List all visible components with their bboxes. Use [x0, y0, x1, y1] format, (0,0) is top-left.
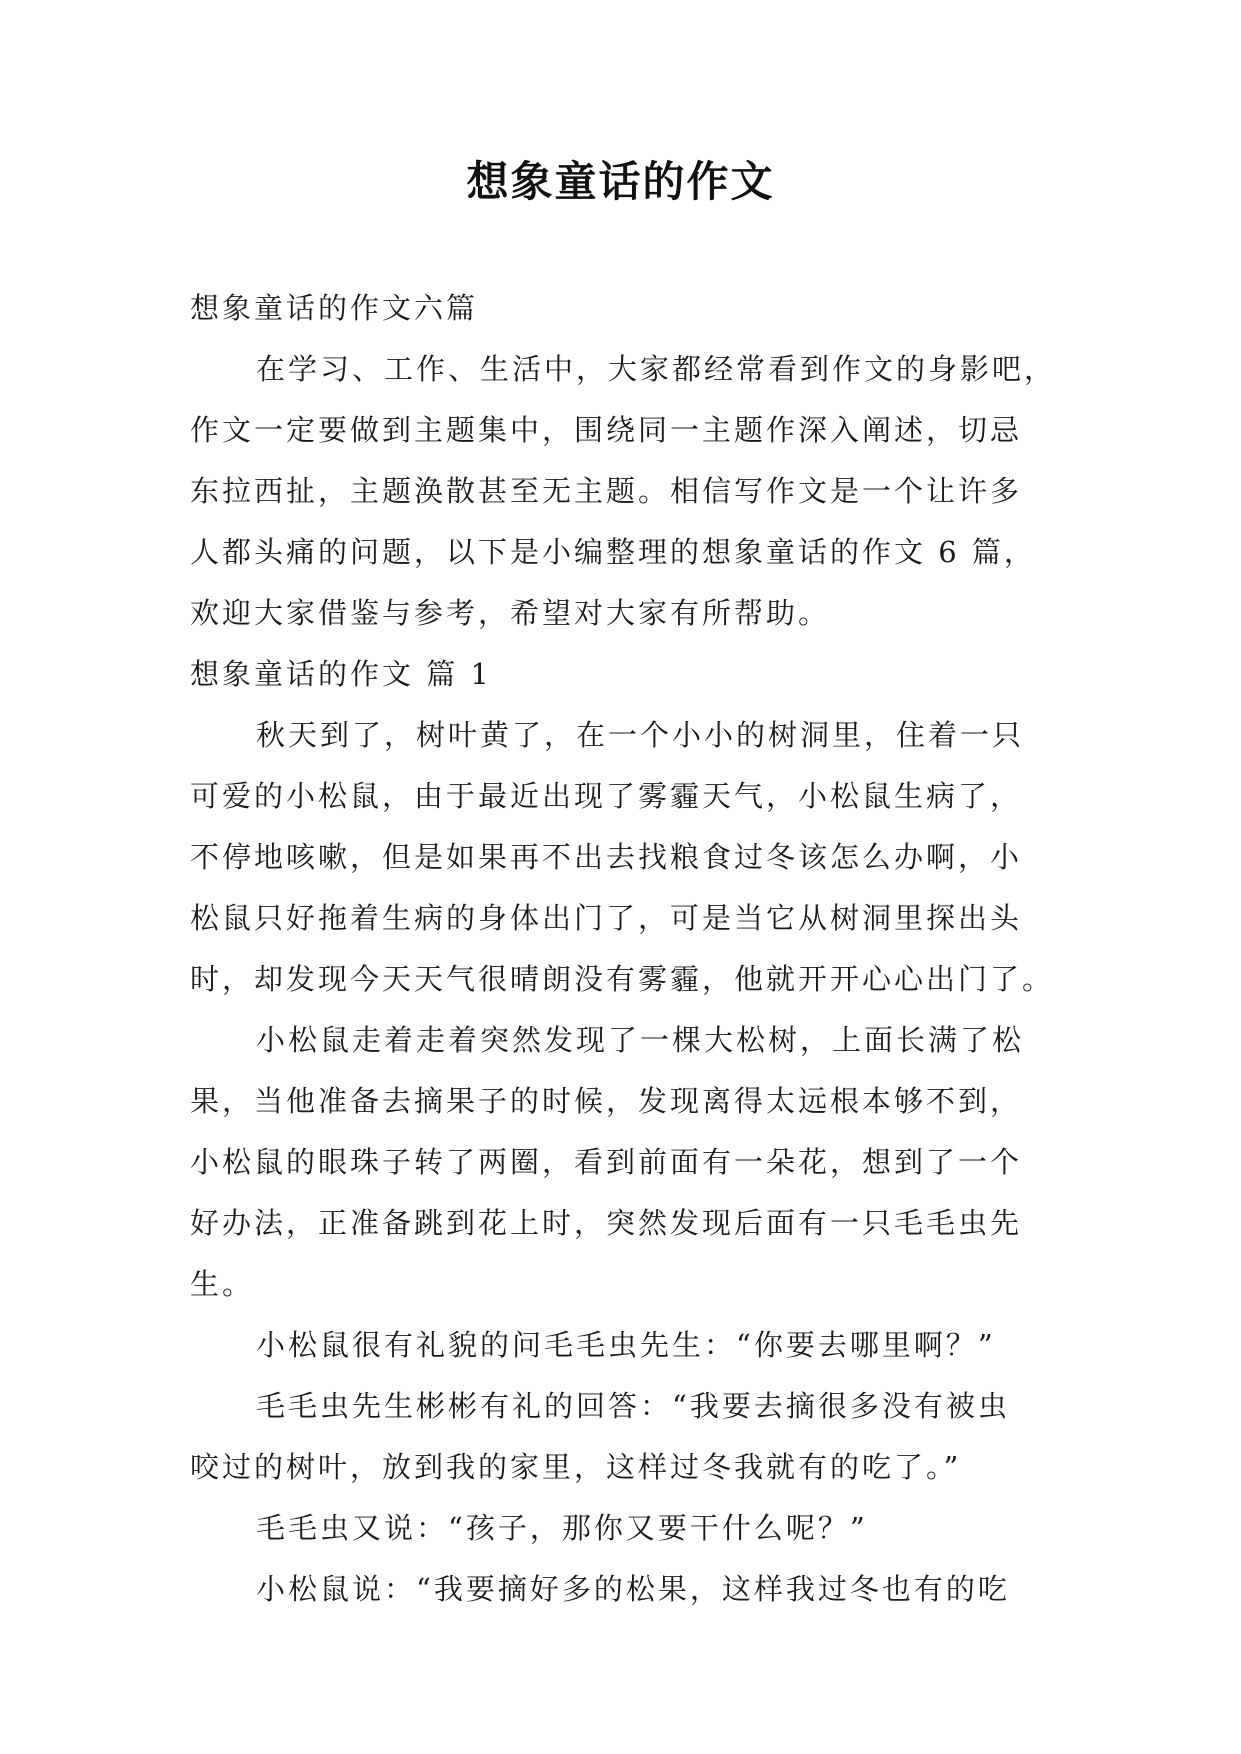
document-title: 想象童话的作文 — [466, 157, 775, 206]
dialogue-line: 小松鼠很有礼貌的问毛毛虫先生：“你要去哪里啊？” — [256, 1328, 996, 1362]
paragraph-line: 小松鼠的眼珠子转了两圈，看到前面有一朵花，想到了一个 — [190, 1145, 1023, 1179]
dialogue-line: 毛毛虫又说：“孩子，那你又要干什么呢？” — [256, 1511, 868, 1545]
paragraph-line: 东拉西扯，主题涣散甚至无主题。相信写作文是一个让许多 — [190, 474, 1023, 508]
dialogue-line: 咬过的树叶，放到我的家里，这样过冬我就有的吃了。” — [190, 1450, 962, 1484]
paragraph-line: 果，当他准备去摘果子的时候，发现离得太远根本够不到， — [190, 1084, 1023, 1118]
dialogue-line: 毛毛虫先生彬彬有礼的回答：“我要去摘很多没有被虫 — [256, 1389, 1010, 1423]
paragraph-line: 好办法，正准备跳到花上时，突然发现后面有一只毛毛虫先 — [190, 1206, 1023, 1240]
paragraph-line: 小松鼠走着走着突然发现了一棵大松树，上面长满了松 — [256, 1023, 1025, 1057]
paragraph-line: 秋天到了，树叶黄了，在一个小小的树洞里，住着一只 — [256, 718, 1025, 752]
paragraph-line: 可爱的小松鼠，由于最近出现了雾霾天气，小松鼠生病了， — [190, 779, 1023, 813]
paragraph-line: 生。 — [190, 1267, 255, 1301]
paragraph-line: 松鼠只好拖着生病的身体出门了，可是当它从树洞里探出头 — [190, 901, 1023, 935]
paragraph-line: 不停地咳嗽，但是如果再不出去找粮食过冬该怎么办啊，小 — [190, 840, 1023, 874]
paragraph-line: 人都头痛的问题，以下是小编整理的想象童话的作文 6 篇， — [190, 535, 1036, 569]
paragraph-line: 在学习、工作、生活中，大家都经常看到作文的身影吧， — [256, 352, 1057, 386]
dialogue-line: 小松鼠说：“我要摘好多的松果，这样我过冬也有的吃 — [256, 1572, 1010, 1606]
paragraph-line: 时，却发现今天天气很晴朗没有雾霾，他就开开心心出门了。 — [190, 962, 1055, 996]
paragraph-line: 欢迎大家借鉴与参考，希望对大家有所帮助。 — [190, 596, 831, 630]
document-body — [190, 287, 1062, 1629]
subtitle-line: 想象童话的作文六篇 — [190, 291, 479, 325]
paragraph-line: 作文一定要做到主题集中，围绕同一主题作深入阐述，切忌 — [190, 413, 1023, 447]
section-heading: 想象童话的作文 篇 1 — [190, 657, 492, 691]
